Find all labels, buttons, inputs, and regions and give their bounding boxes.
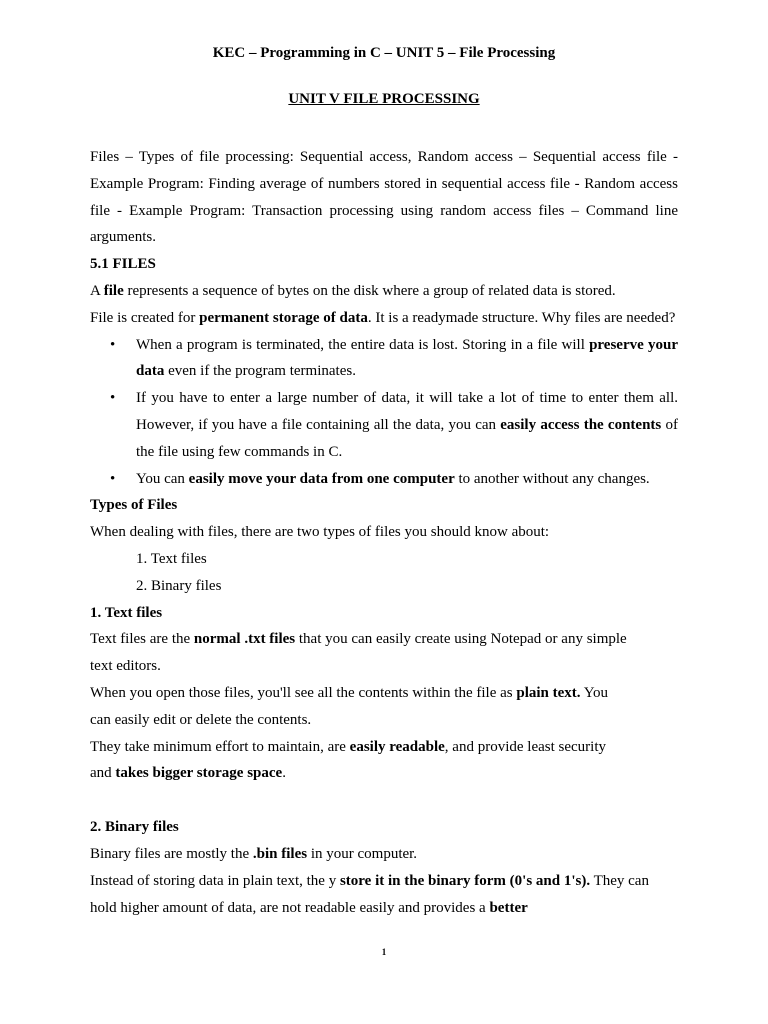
bullet-icon: • bbox=[110, 390, 116, 407]
bullet-icon: • bbox=[110, 470, 116, 487]
bold-term: easily readable bbox=[349, 738, 445, 755]
file-definition bbox=[90, 278, 678, 305]
bold-term: easily move your data from one computer bbox=[188, 470, 455, 487]
text-files-line bbox=[90, 760, 678, 787]
text-span: File is created for bbox=[90, 309, 200, 326]
bold-term: easily access the contents bbox=[500, 416, 662, 433]
text-span: in your computer. bbox=[307, 845, 418, 862]
binary-files-heading bbox=[90, 814, 678, 841]
reasons-list bbox=[90, 332, 678, 493]
text-files-line: text editors. bbox=[90, 658, 161, 675]
section-heading-text: Types of Files bbox=[90, 497, 178, 514]
binary-files-line bbox=[90, 868, 678, 895]
file-purpose bbox=[90, 305, 678, 332]
page-header: KEC – Programming in C – UNIT 5 – File Processing bbox=[212, 45, 556, 61]
blank-line bbox=[90, 787, 678, 814]
text-files-line bbox=[90, 626, 678, 653]
list-item bbox=[90, 385, 678, 465]
text-span: When you open those files, you'll see all the contents within the file as bbox=[90, 684, 517, 701]
bold-term: store it in the binary form (0's and 1's). bbox=[339, 872, 591, 889]
section-heading-text: 2. Binary files bbox=[90, 819, 179, 836]
text-span: A bbox=[90, 282, 104, 299]
bold-term: permanent storage of data bbox=[199, 309, 368, 326]
list-item: 1. Text files bbox=[136, 550, 207, 567]
bold-term: takes bigger storage space bbox=[115, 765, 283, 782]
section-heading-text: 5.1 FILES bbox=[90, 256, 156, 273]
types-intro: When dealing with files, there are two types of files you should know about: bbox=[90, 524, 550, 541]
bold-term: preserve your data bbox=[136, 336, 678, 380]
text-span: They can bbox=[590, 872, 649, 889]
text-files-line bbox=[90, 680, 678, 707]
types-heading bbox=[90, 492, 678, 519]
text-span: . bbox=[282, 765, 286, 782]
bold-term: plain text. bbox=[516, 684, 581, 701]
text-span: If you have to enter a large number of data, it will take a lot of time to enter them all. However, if you have a file containing all the data, you can bbox=[136, 390, 678, 433]
text-span: When a program is terminated, the entire data is lost. Storing in a file will bbox=[136, 336, 590, 353]
text-span: of the file using few commands in C. bbox=[136, 416, 678, 460]
text-span: You bbox=[580, 684, 609, 701]
text-span: Text files are the bbox=[90, 631, 194, 648]
text-span: , and provide least security bbox=[444, 738, 606, 755]
text-span: to another without any changes. bbox=[454, 470, 650, 487]
text-span: They take minimum effort to maintain, are bbox=[90, 738, 350, 755]
text-span: hold higher amount of data, are not readable easily and provides a bbox=[90, 899, 490, 916]
text-span: Instead of storing data in plain text, the y bbox=[90, 872, 340, 889]
text-span: You can bbox=[136, 470, 189, 487]
page-title: UNIT V FILE PROCESSING bbox=[288, 91, 480, 107]
intro-paragraph: Files – Types of file processing: Sequential access, Random access – Sequential access file - Example Program: Finding average of numbers stored in sequential access file - Random access file - Example Program: Transaction processing using random access files – Command line arguments. bbox=[90, 149, 678, 246]
text-span: Binary files are mostly the bbox=[90, 845, 253, 862]
bullet-icon: • bbox=[110, 336, 116, 353]
list-item bbox=[90, 466, 678, 493]
section-heading-files bbox=[90, 251, 678, 278]
types-list bbox=[90, 546, 678, 600]
text-files-line: can easily edit or delete the contents. bbox=[90, 711, 312, 728]
list-item: 2. Binary files bbox=[136, 577, 222, 594]
bold-term: .bin files bbox=[252, 845, 308, 862]
text-span: represents a sequence of bytes on the disk where a group of related data is stored. bbox=[123, 282, 616, 299]
text-span: . It is a readymade structure. Why files are needed? bbox=[367, 309, 676, 326]
bold-term: better bbox=[489, 899, 528, 916]
text-files-heading bbox=[90, 600, 678, 627]
section-heading-text: 1. Text files bbox=[90, 604, 163, 621]
bold-term: file bbox=[103, 282, 124, 299]
binary-files-line bbox=[90, 841, 678, 868]
document-body bbox=[90, 144, 678, 921]
text-files-line bbox=[90, 734, 678, 761]
list-item bbox=[90, 332, 678, 386]
text-span: that you can easily create using Notepad or any simple bbox=[295, 631, 627, 648]
page-number: 1 bbox=[381, 947, 387, 957]
bold-term: normal .txt files bbox=[193, 631, 296, 648]
text-span: and bbox=[90, 765, 116, 782]
text-span: even if the program terminates. bbox=[164, 363, 356, 380]
binary-files-line bbox=[90, 895, 678, 922]
